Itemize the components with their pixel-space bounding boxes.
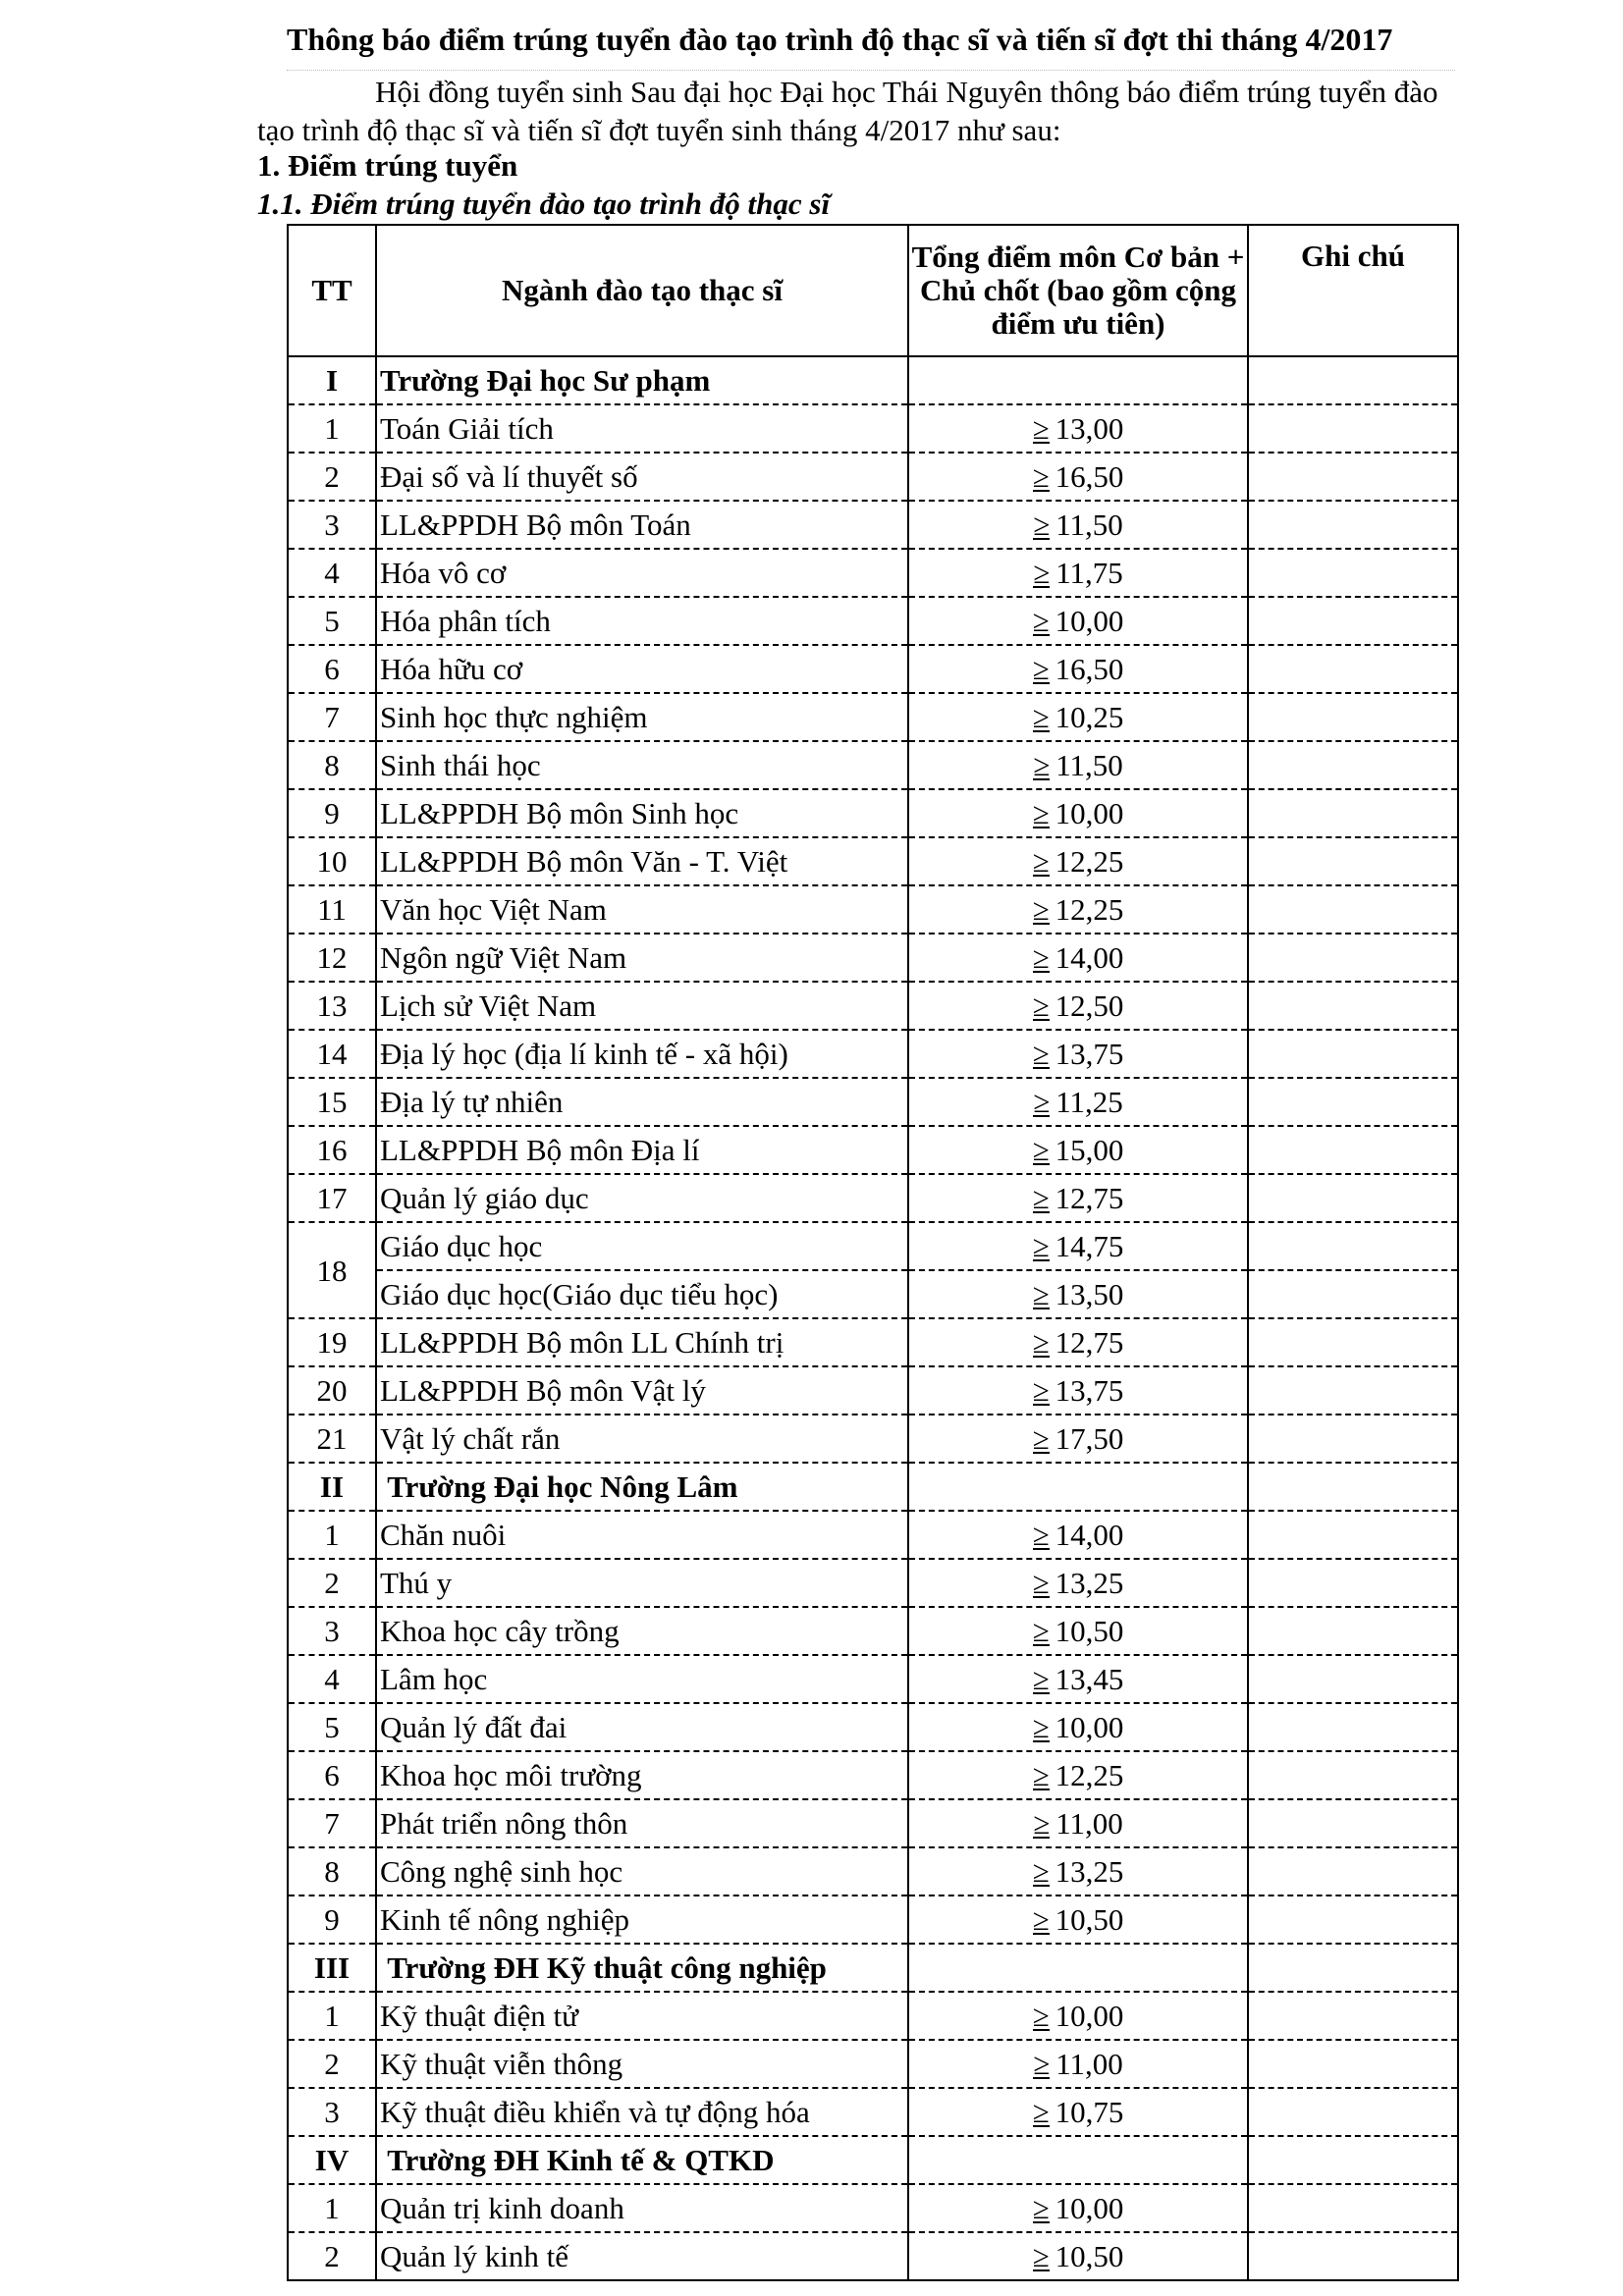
geq-symbol: ≥ xyxy=(1032,1854,1050,1889)
school-note-cell xyxy=(1248,2136,1458,2184)
header-score: Tổng điểm môn Cơ bản + Chủ chốt (bao gồm cộng điểm ưu tiên) xyxy=(908,225,1248,356)
score-cell xyxy=(908,1992,1248,2040)
geq-symbol: ≥ xyxy=(1032,652,1050,686)
geq-symbol: ≥ xyxy=(1032,604,1050,638)
note-cell xyxy=(1248,1511,1458,1559)
note-cell xyxy=(1248,1366,1458,1415)
table-row xyxy=(288,645,1458,693)
score-cell xyxy=(908,1607,1248,1655)
program-name: LL&PPDH Bộ môn Sinh học xyxy=(376,789,908,837)
row-number: 3 xyxy=(288,2088,376,2136)
row-number: 2 xyxy=(288,453,376,501)
geq-symbol: ≥ xyxy=(1032,700,1050,734)
note-cell xyxy=(1248,1992,1458,2040)
note-cell xyxy=(1248,693,1458,741)
table-row xyxy=(288,1655,1458,1703)
table-row xyxy=(288,1992,1458,2040)
school-name: Trường Đại học Nông Lâm xyxy=(376,1463,908,1511)
geq-symbol: ≥ xyxy=(1032,1614,1050,1648)
geq-symbol: ≥ xyxy=(1032,1229,1050,1263)
table-row xyxy=(288,1415,1458,1463)
score-cell xyxy=(908,1703,1248,1751)
section-heading-1: 1. Điểm trúng tuyển xyxy=(257,148,518,183)
table-row xyxy=(288,1222,1458,1270)
score-value: 14,75 xyxy=(1055,1229,1124,1263)
row-number: 9 xyxy=(288,789,376,837)
score-value: 13,00 xyxy=(1055,411,1124,446)
program-name: Địa lý học (địa lí kinh tế - xã hội) xyxy=(376,1030,908,1078)
program-name: Hóa vô cơ xyxy=(376,549,908,597)
score-cell xyxy=(908,549,1248,597)
score-cell xyxy=(908,645,1248,693)
admission-scores-table xyxy=(287,224,1459,2281)
geq-symbol: ≥ xyxy=(1033,556,1051,590)
note-cell xyxy=(1248,1703,1458,1751)
score-value: 14,00 xyxy=(1055,1518,1124,1552)
school-number: I xyxy=(288,356,376,404)
score-value: 15,00 xyxy=(1055,1133,1124,1167)
score-value: 10,75 xyxy=(1055,2095,1124,2129)
table-row xyxy=(288,885,1458,934)
score-cell xyxy=(908,1078,1248,1126)
school-number: III xyxy=(288,1944,376,1992)
score-cell xyxy=(908,597,1248,645)
intro-paragraph xyxy=(257,73,1455,149)
program-name: Ngôn ngữ Việt Nam xyxy=(376,934,908,982)
score-cell xyxy=(908,453,1248,501)
geq-symbol: ≥ xyxy=(1033,748,1051,782)
program-name: Đại số và lí thuyết số xyxy=(376,453,908,501)
score-value: 11,50 xyxy=(1055,748,1123,782)
table-row xyxy=(288,789,1458,837)
note-cell xyxy=(1248,1847,1458,1896)
score-cell xyxy=(908,1270,1248,1318)
geq-symbol: ≥ xyxy=(1032,459,1050,494)
score-value: 13,50 xyxy=(1055,1277,1124,1311)
row-number: 13 xyxy=(288,982,376,1030)
program-name: Quản lý kinh tế xyxy=(376,2232,908,2280)
geq-symbol: ≥ xyxy=(1032,1902,1050,1937)
score-cell xyxy=(908,1318,1248,1366)
note-cell xyxy=(1248,1559,1458,1607)
program-name: Sinh học thực nghiệm xyxy=(376,693,908,741)
score-cell xyxy=(908,2184,1248,2232)
row-number: 20 xyxy=(288,1366,376,1415)
school-number: II xyxy=(288,1463,376,1511)
table-row xyxy=(288,837,1458,885)
school-score-cell xyxy=(908,1944,1248,1992)
row-number: 5 xyxy=(288,1703,376,1751)
table-row xyxy=(288,982,1458,1030)
program-name: Kinh tế nông nghiệp xyxy=(376,1896,908,1944)
geq-symbol: ≥ xyxy=(1032,844,1050,879)
geq-symbol: ≥ xyxy=(1032,988,1050,1023)
score-cell xyxy=(908,1126,1248,1174)
school-row xyxy=(288,1463,1458,1511)
note-cell xyxy=(1248,1078,1458,1126)
score-value: 13,45 xyxy=(1055,1662,1124,1696)
note-cell xyxy=(1248,1896,1458,1944)
header-note-label: Ghi chú xyxy=(1301,239,1405,273)
row-number: 10 xyxy=(288,837,376,885)
score-cell xyxy=(908,1896,1248,1944)
note-cell xyxy=(1248,1030,1458,1078)
note-cell xyxy=(1248,453,1458,501)
program-name: Kỹ thuật điện tử xyxy=(376,1992,908,2040)
geq-symbol: ≥ xyxy=(1032,892,1050,927)
score-value: 16,50 xyxy=(1055,459,1124,494)
school-name: Trường Đại học Sư phạm xyxy=(376,356,908,404)
note-cell xyxy=(1248,837,1458,885)
program-name: Quản lý giáo dục xyxy=(376,1174,908,1222)
note-cell xyxy=(1248,1799,1458,1847)
row-number: 16 xyxy=(288,1126,376,1174)
table-row xyxy=(288,2232,1458,2280)
row-number: 6 xyxy=(288,1751,376,1799)
program-name: Sinh thái học xyxy=(376,741,908,789)
table-row xyxy=(288,453,1458,501)
row-number: 15 xyxy=(288,1078,376,1126)
program-name: Toán Giải tích xyxy=(376,404,908,453)
score-cell xyxy=(908,1847,1248,1896)
program-name: Phát triển nông thôn xyxy=(376,1799,908,1847)
score-cell xyxy=(908,2088,1248,2136)
row-number: 4 xyxy=(288,1655,376,1703)
geq-symbol: ≥ xyxy=(1032,1662,1050,1696)
school-number: IV xyxy=(288,2136,376,2184)
score-value: 14,00 xyxy=(1055,940,1124,975)
table-row xyxy=(288,1751,1458,1799)
row-number: 11 xyxy=(288,885,376,934)
row-number: 1 xyxy=(288,1992,376,2040)
page-title: Thông báo điểm trúng tuyển đào tạo trình độ thạc sĩ và tiến sĩ đợt thi tháng 4/2017 xyxy=(287,22,1393,57)
score-cell xyxy=(908,837,1248,885)
school-row xyxy=(288,356,1458,404)
score-value: 10,00 xyxy=(1055,604,1124,638)
geq-symbol: ≥ xyxy=(1032,1037,1050,1071)
note-cell xyxy=(1248,789,1458,837)
row-number: 9 xyxy=(288,1896,376,1944)
program-name: Vật lý chất rắn xyxy=(376,1415,908,1463)
table-row xyxy=(288,934,1458,982)
score-value: 10,00 xyxy=(1055,1710,1124,1744)
table-row xyxy=(288,501,1458,549)
note-cell xyxy=(1248,2088,1458,2136)
row-number: 3 xyxy=(288,501,376,549)
geq-symbol: ≥ xyxy=(1033,1085,1051,1119)
table-row xyxy=(288,549,1458,597)
table-row xyxy=(288,1318,1458,1366)
score-cell xyxy=(908,501,1248,549)
program-name: Giáo dục học(Giáo dục tiểu học) xyxy=(376,1270,908,1318)
score-cell xyxy=(908,2232,1248,2280)
note-cell xyxy=(1248,885,1458,934)
program-name: Quản trị kinh doanh xyxy=(376,2184,908,2232)
score-cell xyxy=(908,1366,1248,1415)
table-row xyxy=(288,1126,1458,1174)
score-value: 11,50 xyxy=(1055,507,1123,542)
row-number: 1 xyxy=(288,404,376,453)
geq-symbol: ≥ xyxy=(1032,1566,1050,1600)
geq-symbol: ≥ xyxy=(1032,1710,1050,1744)
row-number: 6 xyxy=(288,645,376,693)
header-program: Ngành đào tạo thạc sĩ xyxy=(376,225,908,356)
score-value: 16,50 xyxy=(1055,652,1124,686)
score-value: 10,25 xyxy=(1055,700,1124,734)
row-number: 19 xyxy=(288,1318,376,1366)
row-number: 17 xyxy=(288,1174,376,1222)
row-number: 8 xyxy=(288,741,376,789)
table-row xyxy=(288,1511,1458,1559)
header-note xyxy=(1248,225,1458,356)
score-value: 13,25 xyxy=(1055,1854,1124,1889)
table-row xyxy=(288,2184,1458,2232)
note-cell xyxy=(1248,982,1458,1030)
score-cell xyxy=(908,1030,1248,1078)
program-name: Khoa học môi trường xyxy=(376,1751,908,1799)
geq-symbol: ≥ xyxy=(1032,1133,1050,1167)
program-name: Thú y xyxy=(376,1559,908,1607)
score-cell xyxy=(908,1415,1248,1463)
score-value: 11,75 xyxy=(1055,556,1123,590)
row-number: 1 xyxy=(288,1511,376,1559)
row-number: 21 xyxy=(288,1415,376,1463)
program-name: Địa lý tự nhiên xyxy=(376,1078,908,1126)
table-row xyxy=(288,404,1458,453)
school-score-cell xyxy=(908,2136,1248,2184)
row-number: 12 xyxy=(288,934,376,982)
note-cell xyxy=(1248,741,1458,789)
program-name: Khoa học cây trồng xyxy=(376,1607,908,1655)
score-value: 11,00 xyxy=(1055,2047,1123,2081)
school-name: Trường ĐH Kinh tế & QTKD xyxy=(376,2136,908,2184)
table-row xyxy=(288,741,1458,789)
note-cell xyxy=(1248,597,1458,645)
program-name: Lịch sử Việt Nam xyxy=(376,982,908,1030)
table-row xyxy=(288,1030,1458,1078)
score-cell xyxy=(908,741,1248,789)
row-number: 7 xyxy=(288,1799,376,1847)
score-cell xyxy=(908,982,1248,1030)
score-value: 10,50 xyxy=(1055,1614,1124,1648)
row-number: 1 xyxy=(288,2184,376,2232)
score-cell xyxy=(908,789,1248,837)
program-name: LL&PPDH Bộ môn Toán xyxy=(376,501,908,549)
program-name: Văn học Việt Nam xyxy=(376,885,908,934)
program-name: LL&PPDH Bộ môn LL Chính trị xyxy=(376,1318,908,1366)
note-cell xyxy=(1248,1222,1458,1270)
geq-symbol: ≥ xyxy=(1033,507,1051,542)
table-row xyxy=(288,1366,1458,1415)
school-row xyxy=(288,1944,1458,1992)
geq-symbol: ≥ xyxy=(1032,2239,1050,2273)
row-number: 8 xyxy=(288,1847,376,1896)
program-name: Kỹ thuật điều khiển và tự động hóa xyxy=(376,2088,908,2136)
table-row xyxy=(288,1559,1458,1607)
row-number: 5 xyxy=(288,597,376,645)
school-score-cell xyxy=(908,1463,1248,1511)
program-name: LL&PPDH Bộ môn Văn - T. Việt xyxy=(376,837,908,885)
score-value: 12,75 xyxy=(1055,1181,1124,1215)
score-value: 12,25 xyxy=(1055,892,1124,927)
program-name: Hóa hữu cơ xyxy=(376,645,908,693)
row-number: 7 xyxy=(288,693,376,741)
note-cell xyxy=(1248,934,1458,982)
table-row xyxy=(288,2040,1458,2088)
geq-symbol: ≥ xyxy=(1032,1277,1050,1311)
geq-symbol: ≥ xyxy=(1032,1421,1050,1456)
note-cell xyxy=(1248,645,1458,693)
geq-symbol: ≥ xyxy=(1032,1518,1050,1552)
table-body xyxy=(288,356,1458,2280)
score-cell xyxy=(908,1655,1248,1703)
program-name: LL&PPDH Bộ môn Vật lý xyxy=(376,1366,908,1415)
geq-symbol: ≥ xyxy=(1032,2095,1050,2129)
table-row xyxy=(288,597,1458,645)
program-name: Quản lý đất đai xyxy=(376,1703,908,1751)
geq-symbol: ≥ xyxy=(1033,2047,1051,2081)
note-cell xyxy=(1248,2040,1458,2088)
note-cell xyxy=(1248,1751,1458,1799)
table-row xyxy=(288,693,1458,741)
row-number: 18 xyxy=(288,1222,376,1318)
row-number: 14 xyxy=(288,1030,376,1078)
program-name: Chăn nuôi xyxy=(376,1511,908,1559)
score-value: 10,00 xyxy=(1055,2191,1124,2225)
geq-symbol: ≥ xyxy=(1032,2191,1050,2225)
table-row xyxy=(288,1896,1458,1944)
row-number: 4 xyxy=(288,549,376,597)
score-cell xyxy=(908,1174,1248,1222)
note-cell xyxy=(1248,1270,1458,1318)
program-name: Công nghệ sinh học xyxy=(376,1847,908,1896)
row-number: 2 xyxy=(288,2040,376,2088)
score-value: 10,50 xyxy=(1055,2239,1124,2273)
school-score-cell xyxy=(908,356,1248,404)
table-row xyxy=(288,1174,1458,1222)
geq-symbol: ≥ xyxy=(1032,1325,1050,1360)
table-header-row xyxy=(288,225,1458,356)
score-value: 17,50 xyxy=(1055,1421,1124,1456)
table-row xyxy=(288,1607,1458,1655)
score-cell xyxy=(908,1751,1248,1799)
note-cell xyxy=(1248,1174,1458,1222)
score-cell xyxy=(908,885,1248,934)
note-cell xyxy=(1248,501,1458,549)
score-value: 12,25 xyxy=(1055,1758,1124,1792)
score-value: 12,75 xyxy=(1055,1325,1124,1360)
note-cell xyxy=(1248,2232,1458,2280)
note-cell xyxy=(1248,2184,1458,2232)
score-cell xyxy=(908,934,1248,982)
score-value: 12,50 xyxy=(1055,988,1124,1023)
score-cell xyxy=(908,404,1248,453)
school-note-cell xyxy=(1248,1463,1458,1511)
note-cell xyxy=(1248,1126,1458,1174)
geq-symbol: ≥ xyxy=(1032,1758,1050,1792)
score-cell xyxy=(908,1799,1248,1847)
program-name: Giáo dục học xyxy=(376,1222,908,1270)
score-cell xyxy=(908,693,1248,741)
geq-symbol: ≥ xyxy=(1032,1181,1050,1215)
geq-symbol: ≥ xyxy=(1032,796,1050,830)
program-name: Kỹ thuật viễn thông xyxy=(376,2040,908,2088)
title-divider xyxy=(287,70,1455,71)
score-value: 13,25 xyxy=(1055,1566,1124,1600)
table-row xyxy=(288,2088,1458,2136)
score-value: 13,75 xyxy=(1055,1373,1124,1408)
score-cell xyxy=(908,1511,1248,1559)
school-name: Trường ĐH Kỹ thuật công nghiệp xyxy=(376,1944,908,1992)
school-row xyxy=(288,2136,1458,2184)
table-row xyxy=(288,1703,1458,1751)
note-cell xyxy=(1248,1415,1458,1463)
score-value: 11,25 xyxy=(1055,1085,1123,1119)
table-row xyxy=(288,1078,1458,1126)
geq-symbol: ≥ xyxy=(1033,1806,1051,1841)
score-value: 13,75 xyxy=(1055,1037,1124,1071)
row-number: 2 xyxy=(288,2232,376,2280)
score-value: 11,00 xyxy=(1055,1806,1123,1841)
row-number: 2 xyxy=(288,1559,376,1607)
score-value: 10,00 xyxy=(1055,1999,1124,2033)
program-name: Hóa phân tích xyxy=(376,597,908,645)
section-heading-1-1: 1.1. Điểm trúng tuyển đào tạo trình độ thạc sĩ xyxy=(257,187,831,221)
geq-symbol: ≥ xyxy=(1032,1373,1050,1408)
geq-symbol: ≥ xyxy=(1032,1999,1050,2033)
header-tt: TT xyxy=(288,225,376,356)
score-cell xyxy=(908,2040,1248,2088)
program-name: Lâm học xyxy=(376,1655,908,1703)
intro-text: Hội đồng tuyển sinh Sau đại học Đại học Thái Nguyên thông báo điểm trúng tuyển đào tạo trình độ thạc sĩ và tiến sĩ đợt tuyển sinh tháng 4/2017 như sau: xyxy=(257,75,1438,147)
score-value: 10,50 xyxy=(1055,1902,1124,1937)
school-note-cell xyxy=(1248,356,1458,404)
table-row xyxy=(288,1847,1458,1896)
note-cell xyxy=(1248,1318,1458,1366)
table-row xyxy=(288,1270,1458,1318)
geq-symbol: ≥ xyxy=(1032,411,1050,446)
note-cell xyxy=(1248,1607,1458,1655)
note-cell xyxy=(1248,404,1458,453)
score-cell xyxy=(908,1559,1248,1607)
geq-symbol: ≥ xyxy=(1032,940,1050,975)
school-note-cell xyxy=(1248,1944,1458,1992)
score-value: 12,25 xyxy=(1055,844,1124,879)
score-cell xyxy=(908,1222,1248,1270)
row-number: 3 xyxy=(288,1607,376,1655)
program-name: LL&PPDH Bộ môn Địa lí xyxy=(376,1126,908,1174)
note-cell xyxy=(1248,1655,1458,1703)
table-row xyxy=(288,1799,1458,1847)
score-value: 10,00 xyxy=(1055,796,1124,830)
note-cell xyxy=(1248,549,1458,597)
